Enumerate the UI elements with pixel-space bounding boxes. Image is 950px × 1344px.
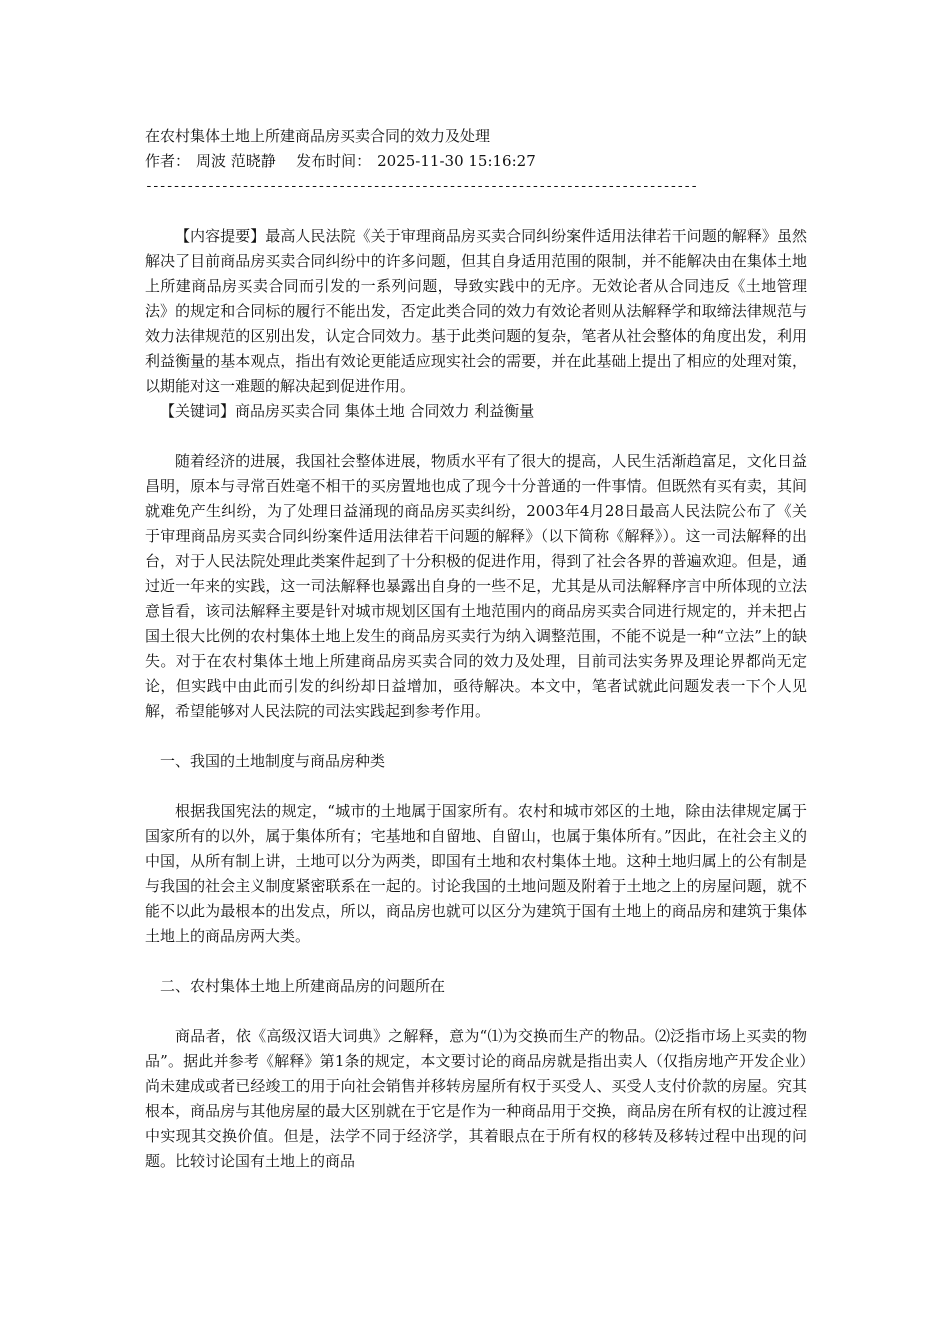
- author-label: 作者：: [145, 152, 191, 170]
- document-title: 在农村集体土地上所建商品房买卖合同的效力及处理: [145, 127, 491, 145]
- intro-paragraph: 随着经济的进展，我国社会整体进展，物质水平有了很大的提高，人民生活渐趋富足，文化日益昌明，原本与寻常百姓毫不相干的买房置地也成了现今十分普通的一件事情。但既然有买有卖，其间就难免产生纠纷，为了处理日益涌现的商品房买卖纠纷，2003年4月28日最高人民法院公布了《关于审理商品房买卖合同纠纷案件适用法律若干问题的解释》（以下简称《解释》）。这一司法解释的出台，对于人民法院处理此类案件起到了十分积极的促进作用，得到了社会各界的普遍欢迎。但是，通过近一年来的实践，这一司法解释也暴露出自身的一些不足，尤其是从司法解释序言中所体现的立法意旨看，该司法解释主要是针对城市规划区国有土地范围内的商品房买卖合同进行规定的，并未把占国土很大比例的农村集体土地上发生的商品房买卖行为纳入调整范围，不能不说是一种“立法”上的缺失。对于在农村集体土地上所建商品房买卖合同的效力及处理，目前司法实务界及理论界都尚无定论，但实践中由此而引发的纠纷却日益增加，亟待解决。本文中，笔者试就此问题发表一下个人见解，希望能够对人民法院的司法实践起到参考作用。: [145, 452, 807, 720]
- publish-date: 2025-11-30 15:16:27: [377, 152, 536, 170]
- section-2-paragraph: 商品者，依《高级汉语大词典》之解释，意为“⑴为交换而生产的物品。⑵泛指市场上买卖的物品”。据此并参考《解释》第1条的规定，本文要讨论的商品房就是指出卖人（仅指房地产开发企业）尚未建成或者已经竣工的用于向社会销售并移转房屋所有权于买受人、买受人支付价款的房屋。究其根本，商品房与其他房屋的最大区别就在于它是作为一种商品用于交换，商品房在所有权的让渡过程中实现其交换价值。但是，法学不同于经济学，其着眼点在于所有权的移转及移转过程中出现的问题。比较讨论国有土地上的商品: [145, 1027, 807, 1170]
- document-page: [145, 124, 807, 1174]
- section-heading-1: 一、我国的土地制度与商品房种类: [160, 752, 386, 770]
- authors: 周波 范晓静: [196, 152, 276, 170]
- byline: [145, 149, 807, 174]
- keywords-line: 【关键词】商品房买卖合同 集体土地 合同效力 利益衡量: [160, 402, 535, 420]
- separator-rule: --------------------------------------------------------------------------------: [145, 179, 698, 194]
- abstract-paragraph: 【内容提要】最高人民法院《关于审理商品房买卖合同纠纷案件适用法律若干问题的解释》虽然解决了目前商品房买卖合同纠纷中的许多问题，但其自身适用范围的限制，并不能解决由在集体土地上所建商品房买卖合同而引发的一系列问题，导致实践中的无序。无效论者从合同违反《土地管理法》的规定和合同标的履行不能出发，否定此类合同的效力有效论者则从法解释学和取缔法律规范与效力法律规范的区别出发，认定合同效力。基于此类问题的复杂，笔者从社会整体的角度出发，利用利益衡量的基本观点，指出有效论更能适应现实社会的需要，并在此基础上提出了相应的处理对策，以期能对这一难题的解决起到促进作用。: [145, 227, 807, 395]
- date-label: 发布时间：: [296, 152, 372, 170]
- section-heading-2: 二、农村集体土地上所建商品房的问题所在: [160, 977, 446, 995]
- section-1-paragraph: 根据我国宪法的规定，“城市的土地属于国家所有。农村和城市郊区的土地，除由法律规定属于国家所有的以外，属于集体所有；宅基地和自留地、自留山，也属于集体所有。”因此，在社会主义的中国，从所有制上讲，土地可以分为两类，即国有土地和农村集体土地。这种土地归属上的公有制是与我国的社会主义制度紧密联系在一起的。讨论我国的土地问题及附着于土地之上的房屋问题，就不能不以此为最根本的出发点，所以，商品房也就可以区分为建筑于国有土地上的商品房和建筑于集体土地上的商品房两大类。: [145, 802, 807, 945]
